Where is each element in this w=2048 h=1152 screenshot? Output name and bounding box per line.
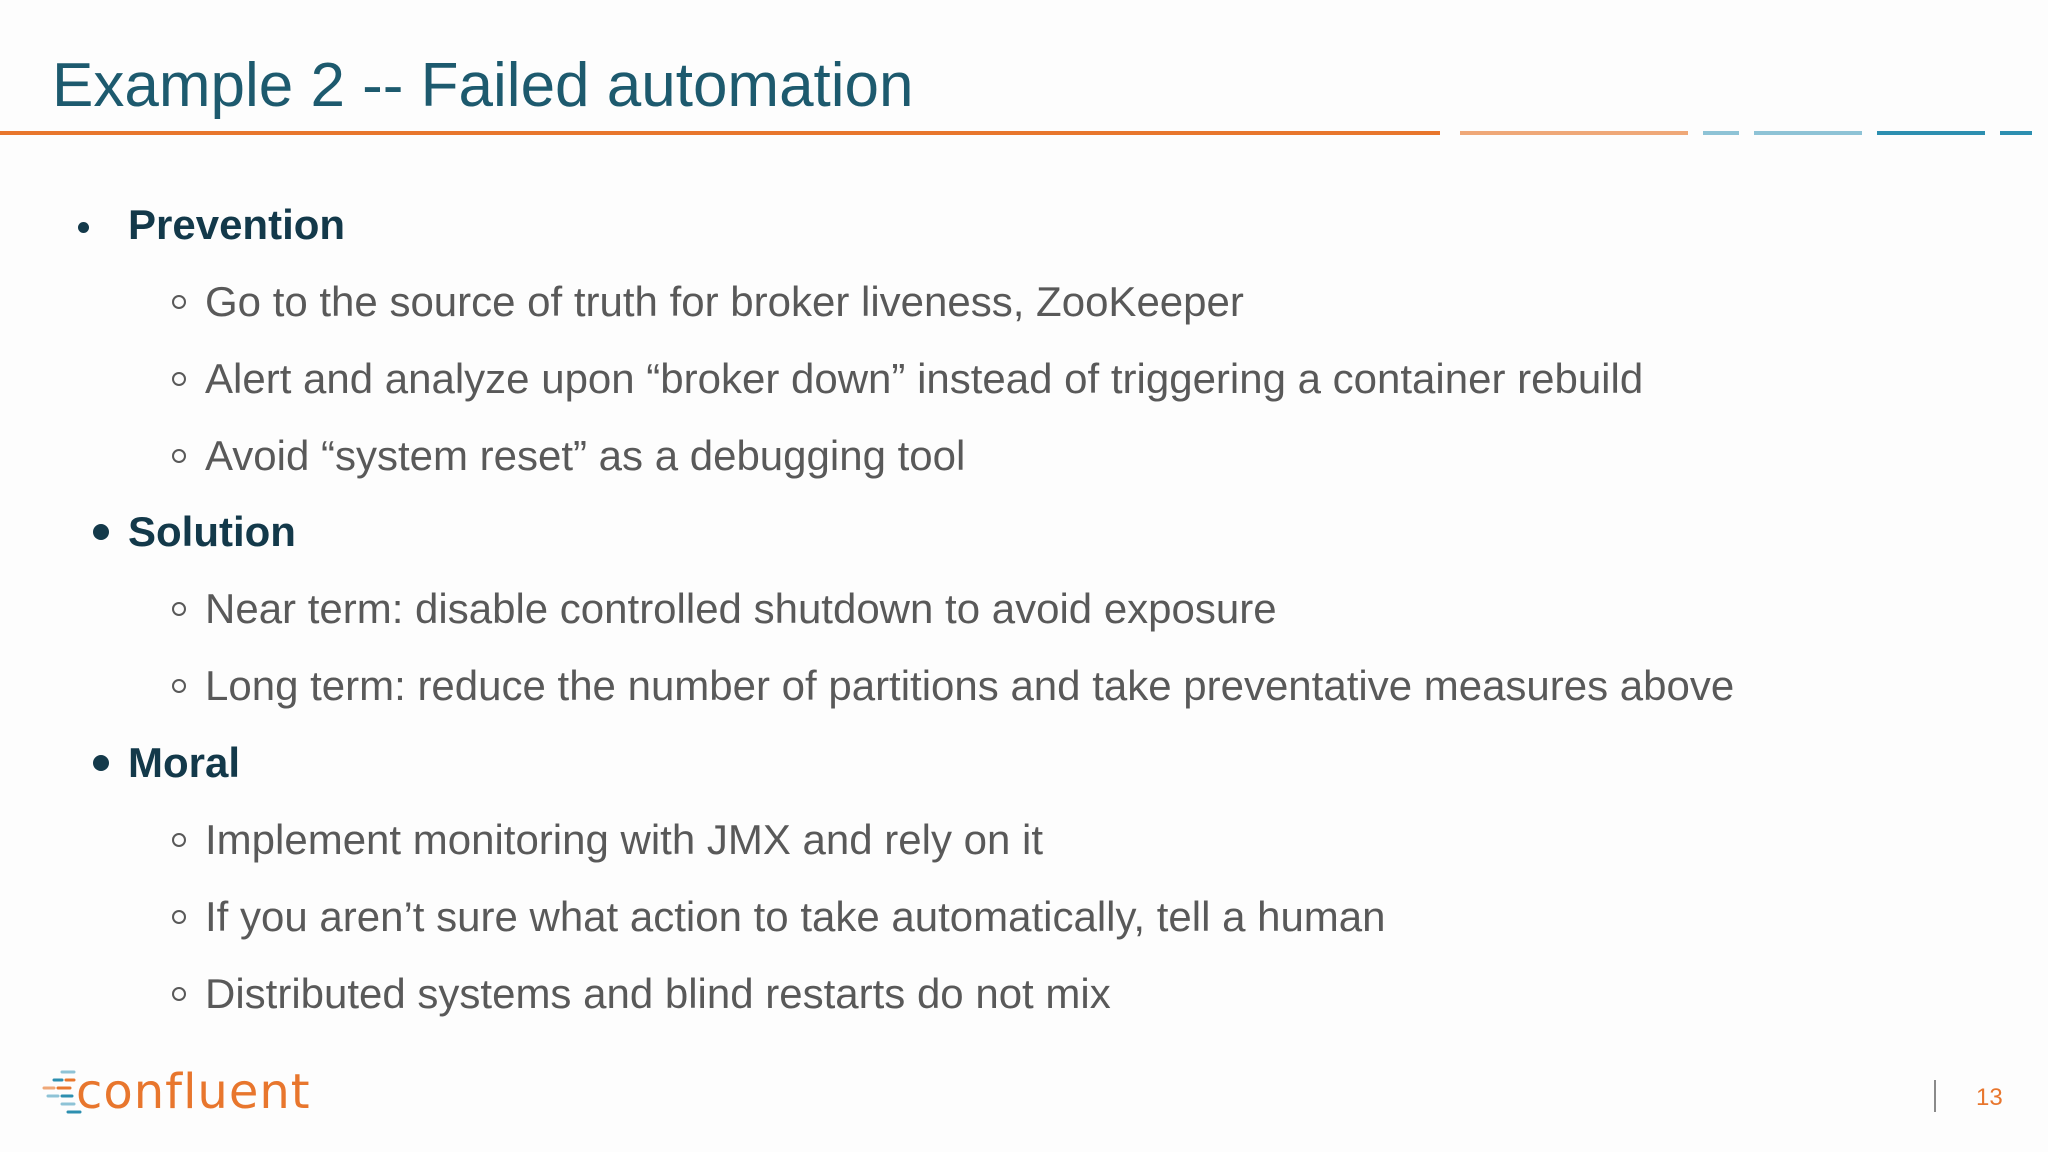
sub-bullet-icon	[172, 833, 186, 847]
section-heading-moral: Moral	[128, 739, 241, 786]
list-item: Distributed systems and blind restarts do not mix	[205, 970, 1111, 1017]
section-heading-solution: Solution	[128, 508, 296, 555]
sub-bullet-icon	[172, 679, 186, 693]
list-item: Near term: disable controlled shutdown to avoid exposure	[205, 585, 1277, 632]
list-item: If you aren’t sure what action to take automatically, tell a human	[205, 893, 1386, 940]
list-item: Avoid “system reset” as a debugging tool	[205, 432, 966, 479]
page-number-divider	[1934, 1080, 1936, 1112]
sub-bullet-icon	[172, 449, 186, 463]
sub-bullet-icon	[172, 910, 186, 924]
list-item: Alert and analyze upon “broker down” instead of triggering a container rebuild	[205, 355, 1644, 402]
sub-bullet-icon	[172, 295, 186, 309]
title-underline-blue	[1877, 131, 1985, 135]
page-number: 13	[1976, 1084, 2003, 1111]
title-underline-orange	[0, 131, 1440, 135]
section-heading-prevention: Prevention	[128, 201, 346, 248]
sub-bullet-icon	[172, 372, 186, 386]
bullet-icon	[93, 524, 109, 540]
title-underline-light-orange	[1460, 131, 1688, 135]
logo-wordmark: confluent	[76, 1064, 311, 1120]
list-item: Go to the source of truth for broker liveness, ZooKeeper	[205, 278, 1244, 325]
list-item: Long term: reduce the number of partitions and take preventative measures above	[205, 662, 1735, 709]
slide-title: Example 2 -- Failed automation	[52, 51, 914, 120]
list-item: Implement monitoring with JMX and rely on it	[205, 816, 1044, 863]
bullet-icon	[78, 222, 89, 233]
bullet-icon	[93, 755, 109, 771]
sub-bullet-icon	[172, 987, 186, 1001]
title-underline-blue-short	[2000, 131, 2032, 135]
sub-bullet-icon	[172, 602, 186, 616]
title-underline-light-blue	[1754, 131, 1862, 135]
title-underline-light-blue-short	[1703, 131, 1739, 135]
